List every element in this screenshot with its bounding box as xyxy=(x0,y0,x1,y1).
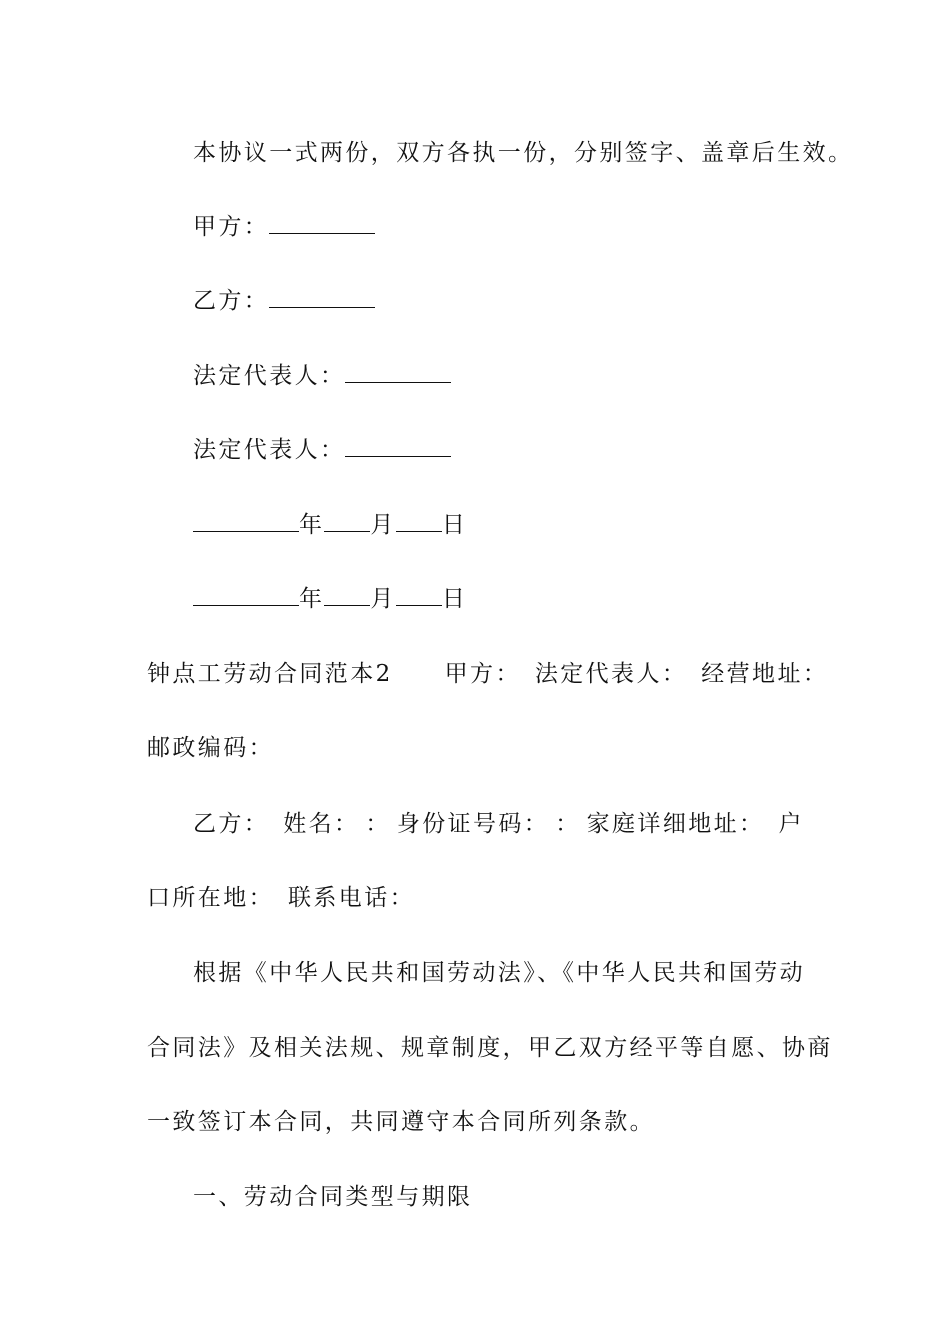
section-heading-1 xyxy=(193,1182,858,1212)
phone-label: 联系电话： xyxy=(288,885,415,911)
contract-header-line xyxy=(147,659,829,689)
legal-rep-2-label: 法定代表人： xyxy=(193,437,346,463)
party-b-home-label: 家庭详细地址： xyxy=(586,811,765,837)
contract-title: 钟点工劳动合同范本2 xyxy=(147,661,393,687)
year-label-2: 年 xyxy=(299,586,325,612)
legal-rep-line-1 xyxy=(193,361,858,391)
party-b-name-colon: ： xyxy=(365,811,391,837)
legal-rep-line-2 xyxy=(193,435,858,465)
day-label-1: 日 xyxy=(441,512,468,538)
month-blank-2 xyxy=(324,585,370,606)
party-b-signature-line xyxy=(193,286,858,316)
paragraph-effectiveness xyxy=(193,138,858,168)
legal-rep-1-label: 法定代表人： xyxy=(193,363,346,389)
effectiveness-text: 本协议一式两份，双方各执一份，分别签字、盖章后生效。 xyxy=(193,140,854,166)
party-b-info-line xyxy=(193,809,858,839)
legal-basis-line-1 xyxy=(193,958,858,988)
party-b-id-label: 身份证号码： xyxy=(396,811,550,837)
header-legal-rep: 法定代表人： xyxy=(534,661,688,687)
header-party-a: 甲方： xyxy=(444,661,521,687)
section-1-title: 一、劳动合同类型与期限 xyxy=(193,1184,473,1210)
month-blank-1 xyxy=(324,511,370,532)
legal-basis-text-2: 合同法》及相关法规、规章制度，甲乙双方经平等自愿、协商 xyxy=(147,1035,833,1061)
day-blank-2 xyxy=(396,585,442,606)
year-blank-1 xyxy=(193,511,299,532)
party-b-info-label: 乙方： xyxy=(193,811,270,837)
day-blank-1 xyxy=(396,511,442,532)
month-label-2: 月 xyxy=(370,586,396,612)
year-label-1: 年 xyxy=(299,512,325,538)
hukou-phone-line xyxy=(147,883,812,913)
party-b-hu-char: 户 xyxy=(778,811,804,837)
party-a-label: 甲方： xyxy=(193,214,270,240)
party-b-name-label: 姓名： xyxy=(283,811,360,837)
day-label-2: 日 xyxy=(441,586,468,612)
header-business-address: 经营地址： xyxy=(701,661,829,687)
legal-basis-text-3: 一致签订本合同，共同遵守本合同所列条款。 xyxy=(147,1109,655,1135)
party-b-blank xyxy=(269,287,375,308)
hukou-label: 口所在地： xyxy=(147,885,274,911)
postal-code-line xyxy=(147,733,812,763)
legal-rep-2-blank xyxy=(345,436,451,457)
date-line-1 xyxy=(193,510,858,540)
legal-basis-line-3 xyxy=(147,1107,812,1137)
party-a-blank xyxy=(269,213,375,234)
party-b-id-colon: ： xyxy=(555,811,581,837)
legal-basis-text-1: 根据《中华人民共和国劳动法》、《中华人民共和国劳动 xyxy=(193,960,805,986)
month-label-1: 月 xyxy=(370,512,396,538)
date-line-2 xyxy=(193,584,858,614)
legal-basis-line-2 xyxy=(147,1033,833,1063)
party-b-label: 乙方： xyxy=(193,288,270,314)
postal-code-label: 邮政编码： xyxy=(147,735,274,761)
legal-rep-1-blank xyxy=(345,362,451,383)
year-blank-2 xyxy=(193,585,299,606)
party-a-signature-line xyxy=(193,212,858,242)
